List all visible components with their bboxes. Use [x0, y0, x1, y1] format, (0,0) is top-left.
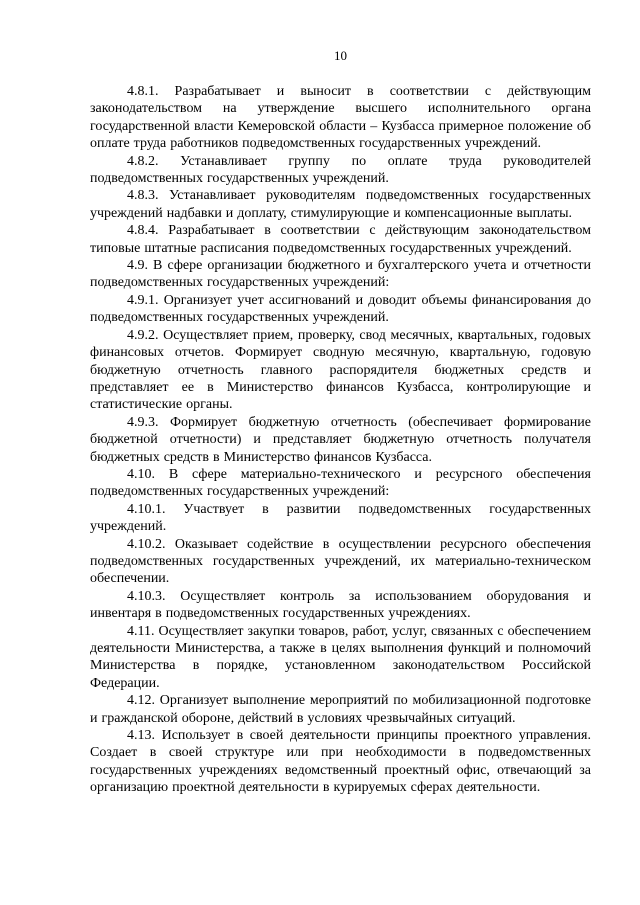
paragraph: 4.10.1. Участвует в развитии подведомственных государственных учреждений.: [90, 501, 591, 535]
paragraph: 4.9.2. Осуществляет прием, проверку, свод месячных, квартальных, годовых финансовых отчетов. Формирует сводную месячную, квартальную, годовую бюджетную отчетность главного распорядителя бюджетных средств и представляет ее в Министерство финансов Кузбасса, контролирующие и статистические органы.: [90, 327, 591, 413]
paragraph: 4.13. Использует в своей деятельности принципы проектного управления. Создает в своей структуре или при необходимости в подведомственных государственных учреждениях ведомственный проектный офис, отвечающий за организацию проектной деятельности в курируемых сферах деятельности.: [90, 728, 591, 796]
paragraph: 4.9.3. Формирует бюджетную отчетность (обеспечивает формирование бюджетной отчетности) и представляет бюджетную отчетность получателя бюджетных средств в Министерство финансов Кузбасса.: [90, 414, 591, 465]
paragraph: 4.8.4. Разрабатывает в соответствии с действующим законодательством типовые штатные расписания подведомственных государственных учреждений.: [90, 223, 591, 256]
paragraph: 4.11. Осуществляет закупки товаров, работ, услуг, связанных с обеспечением деятельности Министерства, а также в целях выполнения функций и полномочий Министерства в порядке, установленном законодательством Российской Федерации.: [90, 623, 591, 691]
paragraph: 4.12. Организует выполнение мероприятий по мобилизационной подготовке и гражданской обороне, действий в условиях чрезвычайных ситуаций.: [90, 693, 591, 726]
page-number: 10: [334, 48, 347, 63]
paragraph: 4.9.1. Организует учет ассигнований и доводит объемы финансирования до подведомственных государственных учреждений.: [90, 292, 591, 326]
paragraph: 4.10.2. Оказывает содействие в осуществлении ресурсного обеспечения подведомственных государственных учреждений, их материально-техническом обеспечении.: [90, 536, 591, 587]
paragraph: 4.9. В сфере организации бюджетного и бухгалтерского учета и отчетности подведомственных государственных учреждений:: [90, 258, 591, 291]
paragraph: 4.8.3. Устанавливает руководителям подведомственных государственных учреждений надбавки и доплату, стимулирующие и компенсационные выплаты.: [90, 188, 591, 221]
paragraph: 4.10. В сфере материально-технического и ресурсного обеспечения подведомственных государственных учреждений:: [90, 466, 591, 500]
document-body: [90, 83, 591, 797]
paragraph: 4.10.3. Осуществляет контроль за использованием оборудования и инвентаря в подведомственных государственных учреждениях.: [90, 588, 591, 622]
paragraph: 4.8.2. Устанавливает группу по оплате труда руководителей подведомственных государственных учреждений.: [90, 153, 591, 187]
paragraph: 4.8.1. Разрабатывает и выносит в соответствии с действующим законодательством на утверждение высшего исполнительного органа государственной власти Кемеровской области – Кузбасса примерное положение об оплате труда работников подведомственных государственных учреждений.: [90, 84, 591, 152]
